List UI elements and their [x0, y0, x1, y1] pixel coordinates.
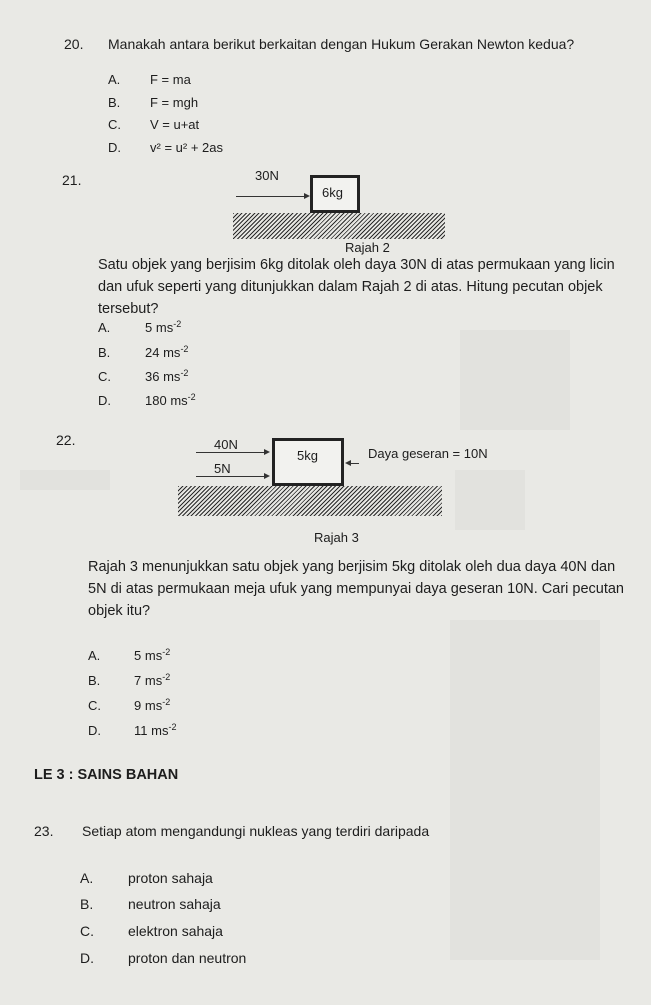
- q20-option-d-letter: D.: [108, 140, 121, 155]
- section-heading: LE 3 : SAINS BAHAN: [34, 767, 179, 783]
- q22-option-d-letter: D.: [88, 723, 101, 738]
- q21-number: 21.: [62, 172, 82, 188]
- q22-option-d-value: 11 $ms^{-2}$: [134, 722, 177, 738]
- q21-force-label: 30N: [255, 168, 279, 183]
- q22-option-b-letter: B.: [88, 673, 101, 688]
- q22-option-b-value: 7 $ms^{-2}$: [134, 672, 171, 688]
- q20-number: 20.: [64, 36, 84, 52]
- bleed-through-mark: [20, 470, 110, 490]
- q22-option-c-letter: C.: [88, 698, 101, 713]
- q21-mass-label: 6kg: [322, 185, 343, 200]
- q23-text: Setiap atom mengandungi nukleas yang terdiri daripada: [82, 823, 430, 839]
- q22-friction-label: Daya geseran = 10N: [368, 446, 488, 461]
- q21-option-a-letter: A.: [98, 320, 111, 335]
- q23-option-d-letter: D.: [80, 950, 94, 966]
- q21-text: Satu objek yang berjisim 6kg ditolak oleh daya 30N di atas permukaan yang licin dan ufuk seperti yang ditunjukkan dalam Rajah 2 di atas. Hitung pecutan objek tersebut?: [98, 257, 615, 317]
- q22-option-a-value: 5 $ms^{-2}$: [134, 647, 171, 663]
- q20-text: Manakah antara berikut berkaitan dengan Hukum Gerakan Newton kedua?: [108, 36, 575, 52]
- q21-option-c-value: 36 $ms^{-2}$: [145, 368, 189, 384]
- q22-friction-arrow: [347, 463, 359, 464]
- q22-text: Rajah 3 menunjukkan satu objek yang berjisim 5kg ditolak oleh dua daya 40N dan 5N di atas permukaan meja ufuk yang mempunyai daya geseran 10N. Cari pecutan objek itu?: [88, 559, 624, 619]
- q21-option-c-letter: C.: [98, 369, 111, 384]
- q22-force1-arrow: [196, 452, 268, 453]
- q23-number: 23.: [34, 823, 54, 839]
- q23-option-c-letter: C.: [80, 923, 94, 939]
- q20-option-b-letter: B.: [108, 95, 121, 110]
- q21-smooth-surface: [233, 213, 445, 239]
- bleed-through-mark: [455, 470, 525, 530]
- q22-option-c-value: 9 $ms^{-2}$: [134, 697, 171, 713]
- q21-option-d-value: 180 $ms^{-2}$: [145, 392, 196, 408]
- q23-option-a-text: proton sahaja: [128, 870, 213, 886]
- q21-option-a-value: 5 $ms^{-2}$: [145, 319, 182, 335]
- q23-option-d-text: proton dan neutron: [128, 950, 247, 966]
- q22-force2-label: 5N: [214, 461, 231, 476]
- q20-option-b-text: F = mgh: [150, 95, 199, 110]
- q20-option-a-letter: A.: [108, 72, 121, 87]
- q22-force1-label: 40N: [214, 437, 238, 452]
- q21-option-d-letter: D.: [98, 393, 111, 408]
- q22-number: 22.: [56, 432, 76, 448]
- q21-option-b-value: 24 $ms^{-2}$: [145, 344, 189, 360]
- q22-mass-label: 5kg: [297, 448, 318, 463]
- q23-option-a-letter: A.: [80, 870, 94, 886]
- q23-option-b-letter: B.: [80, 896, 94, 912]
- q21-option-b-letter: B.: [98, 345, 111, 360]
- bleed-through-mark: [460, 330, 570, 430]
- q23-option-b-text: neutron sahaja: [128, 896, 221, 912]
- q20-option-c-letter: C.: [108, 117, 121, 132]
- q22-force2-arrow: [196, 476, 268, 477]
- q21-force-arrow: [236, 196, 308, 197]
- q23-option-c-text: elektron sahaja: [128, 923, 223, 939]
- q21-diagram-caption: Rajah 2: [345, 240, 390, 255]
- q20-option-d-text: v² = u² + 2as: [150, 140, 223, 155]
- q22-table-surface: [178, 486, 442, 516]
- q20-option-a-text: F = ma: [150, 72, 191, 87]
- q22-diagram-caption: Rajah 3: [314, 530, 359, 545]
- bleed-through-mark: [450, 620, 600, 960]
- q20-option-c-text: V = u+at: [150, 117, 200, 132]
- q22-option-a-letter: A.: [88, 648, 101, 663]
